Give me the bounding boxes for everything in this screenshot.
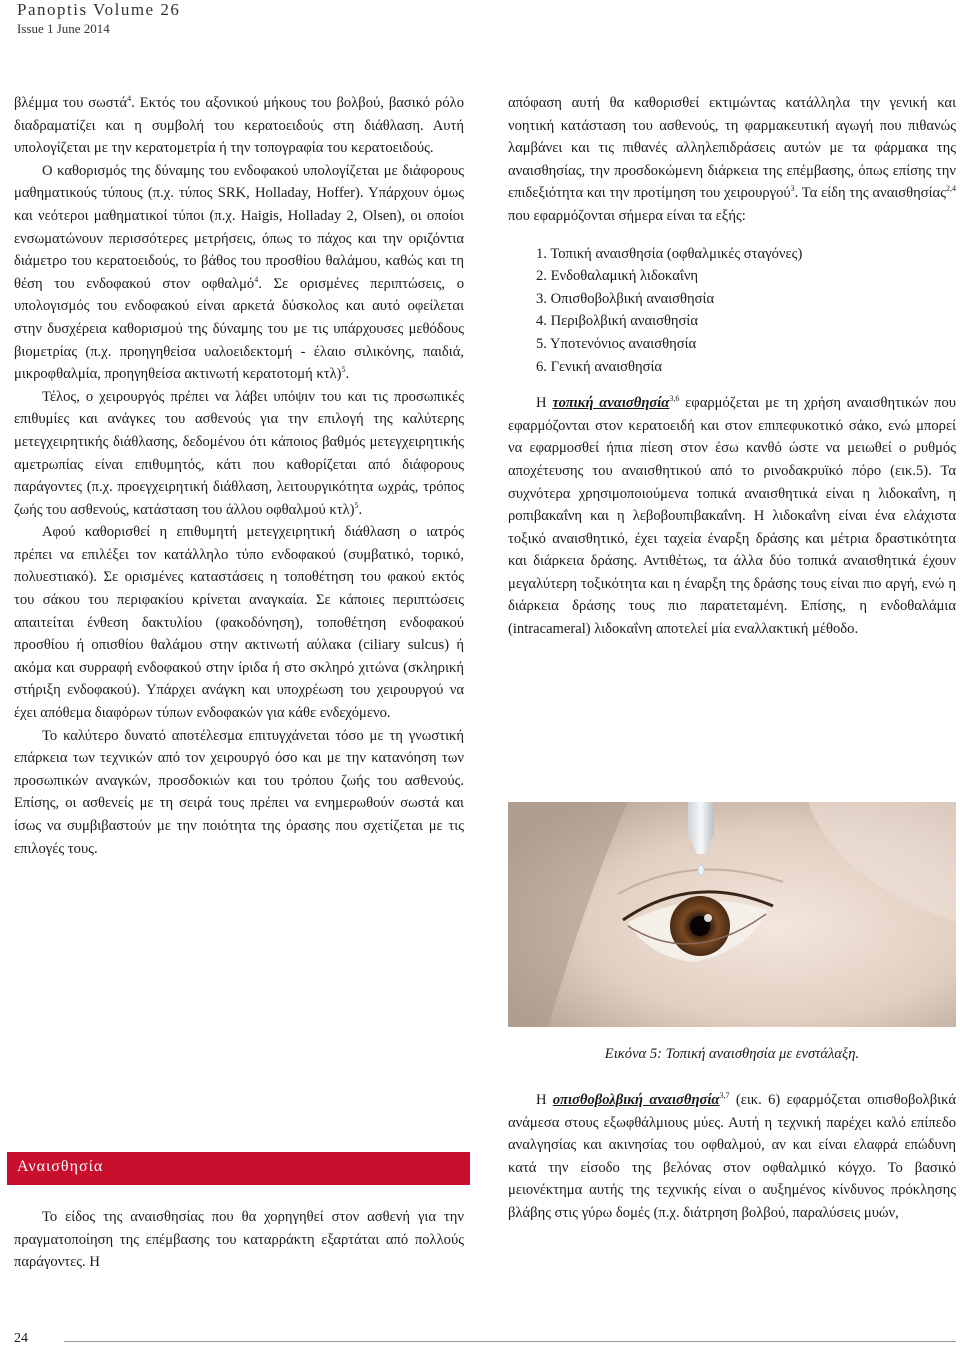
paragraph: Το είδος της αναισθησίας που θα χορηγηθεί στον ασθενή για την πραγματοποίηση της επέμβασης του καταρράκτη εξαρτάται από πολλούς παράγοντες. Η [14,1209,464,1271]
paragraph: Η τοπική αναισθησία$^{3,6}$ εφαρμόζεται με τη χρήση αναισθητικών που εφαρμόζονται στον κερατοειδή και στον επιπεφυκοτικό σάκο, ενώ μπορεί να εφαρμοσθεί ήπια πίεση στον έσω κανθό ώστε να μειωθεί ο ρυθμός αποχέτευσης του αναισθητικού από το ρινοδακρυϊκό πόρο (εικ.5). Τα συχνότερα χρησιμοποιούμενα τοπικά αναισθητικά είναι η λιδοκαΐνη, η ροπιβακαΐνη και η λεβοβουπιβακαΐνη. Η λιδοκαΐνη είναι ένα ελάχιστα τοξικό αναισθητικό, έχει ταχεία έναρξη δράσης και μέτρια δραστικότητα και διάρκεια δράσης. Αντιθέτως, τα άλλα δύο τοπικά αναισθητικά έχουν μεγαλύτερη τοξικότητα και η έναρξη της δράσης τους είναι πιο αργή, ενώ η διάρκεια δράσης τους πιο παρατεταμένη. Επίσης, η ενδοθαλάμια (intracameral) λιδοκαΐνη αποτελεί μία εναλλακτική μέθοδο. [508,394,956,638]
list-item: 1. Τοπική αναισθησία (οφθαλμικές σταγόνες) [536,245,803,262]
list-item: 5. Υποτενόνιος αναισθησία [536,335,697,352]
journal-name: Panoptis Volume 26 [17,0,181,19]
eye-drop-photo [508,802,956,1027]
figure-caption: Εικόνα 5: Τοπική αναισθησία με ενστάλαξη. [604,1046,860,1062]
paragraph: Η οπισθοβολβική αναισθησία$^{3,7}$ (εικ. 6) εφαρμόζεται οπισθοβολβικά ανάμεσα στους εξωφθάλμιους μύες. Αυτή η τεχνική παρέχει καλό επίπεδο αναλγησίας και ακινησίας του οφθαλμού, αν και είναι ελαφρά επώδυνη κατά την είσοδο της βελόνας στον οφθαλμικό κόγχο. Το βασικό μειονέκτημα αυτής της τεχνικής είναι ο αυξημένος κίνδυνος πρόκλησης βλάβης στις γύρω δομές (π.χ. διάτρηση βολβού, παραλύσεις μυών, [508,1091,956,1221]
paragraph: Ο καθορισμός της δύναμης του ενδοφακού υπολογίζεται με διάφορους μαθηματικούς τύπους (π.χ. τύπος SRK, Holladay, Hoffer). Υπάρχουν όμως και νεότεροι μαθηματικοί τύποι (π.χ. Haigis, Holladay 2, Olsen), οι οποίοι ενσωματώνουν περισσότερες μετρήσεις, όπως το πάχος και την οριζόντια διάμετρο του κερατοειδούς, το βάθος του προσθίου θαλάμου, καθώς και τη θέση του ενδοφακού στον οφθαλμό$^4$. Σε ορισμένες περιπτώσεις, ο υπολογισμός του ενδοφακού είναι αρκετά δύσκολος και αυτό οφείλεται στην δυσχέρεια καθορισμού της δύναμης του με τις υπάρχουσες μεθόδους βιομετρίας (π.χ. προηγηθείσα υαλοειδεκτομή - έλαιο σιλικόνης, παιδιά, μικροφθαλμία, προηγηθείσα ακτινωτή κερατοτομή κτλ)$^5$. [14,162,464,383]
paragraph: Τέλος, ο χειρουργός πρέπει να λάβει υπόψιν του και τις προσωπικές επιθυμίες και ανάγκες του ασθενούς για την επιλογή της καλύτερης μετεγχειρητικής διάθλασης, δεδομένου ότι κάποιος βαθμός μετεγχειρητικής αμετρωπίας είναι επιθυμητός, κάτι που καθορίζεται από διάφορους παράγοντες (π.χ. προεγχειρητική διάθλαση, λειτουργικότητα ωχράς, τρόπος ζωής του ασθενούς, κατάσταση του άλλου οφθαλμού κτλ)$^5$. [14,388,464,518]
paragraph: απόφαση αυτή θα καθορισθεί εκτιμώντας κατάλληλα την γενική και νοητική κατάσταση του ασθενούς, τη φαρμακευτική αγωγή που πιθανώς λαμβάνει και τις πιθανές αλληλεπιδράσεις αυτών με τα φάρμακα της αναισθησίας, την προσδοκώμενη διάρκεια της επέμβασης, όπως επίσης την επιδεξιότητα και την προτίμηση του χειρουργού$^3$. Τα είδη της αναισθησίας$^{2,4}$ που εφαρμόζονται σήμερα είναι τα εξής: [508,95,956,224]
footer-divider [64,1341,956,1342]
paragraph: Αφού καθορισθεί η επιθυμητή μετεγχειρητική διάθλαση ο ιατρός πρέπει να επιλέξει τον κατάλληλο τύπο ενδοφακού (συμβατικό, τορικό, πολυεστιακό). Σε ορισμένες καταστάσεις η τοποθέτηση του φακού εκτός του σάκου του περιφακίου κρίνεται αναγκαία. Σε κάποιες περιπτώσεις απαιτείται ένθεση δακτυλίου (φακοδόνηση), τοποθέτηση ενδοφακού προσθίου ή οπισθίου θαλάμου στην ακτινωτή αύλακα (ciliary sulcus) ή ακόμα και συρραφή ενδοφακού στην ίριδα ή στο σκληρό χιτώνα (σκληρική στήριξη ενδοφακού). Υπάρχει ανάγκη και υποχρέωση του χειρουργού να έχει απόθεμα διαφόρων τύπων ενδοφακών για κάθε ενδεχόμενο. [14,524,464,722]
list-item: 4. Περιβολβική αναισθησία [536,313,698,330]
issue-info: Issue 1 June 2014 [17,21,110,36]
right-column [508,92,956,641]
anesthesia-types-list [536,243,956,379]
list-item: 6. Γενική αναισθησία [536,358,663,375]
left-column [14,92,464,860]
section-heading-anesthesia: Αναισθησία [7,1152,470,1185]
left-column-bottom [14,1206,464,1274]
list-item: 3. Οπισθοβολβική αναισθησία [536,290,715,307]
paragraph: Το καλύτερο δυνατό αποτέλεσμα επιτυγχάνεται τόσο με τη γνωστική επάρκεια των τεχνικών από τον χειρουργό όσο και με την κατανόηση των προσωπικών αναγκών, προσδοκιών και του τρόπου ζωής του ασθενούς. Επίσης, οι ασθενείς με τη σειρά τους πρέπει να ενημερωθούν σωστά και ίσως να συμβιβαστούν με την ποιότητα της όρασης που σχετίζεται με τις επιλογές τους. [14,727,464,857]
paragraph: βλέμμα του σωστά$^4$. Εκτός του αξονικού μήκους του βολβού, βασικό ρόλο διαδραματίζει και η συμβολή του κερατοειδούς στη διάθλαση. Αυτή υπολογίζεται με την κερατομετρία ή την τοπογραφία του κερατοειδούς. [14,94,464,157]
page-header [0,0,960,42]
right-column-bottom [508,1089,956,1225]
page-number: 24 [14,1331,28,1346]
list-item: 2. Ενδοθαλαμική λιδοκαΐνη [536,268,699,285]
eye-drop-illustration [508,802,956,1027]
